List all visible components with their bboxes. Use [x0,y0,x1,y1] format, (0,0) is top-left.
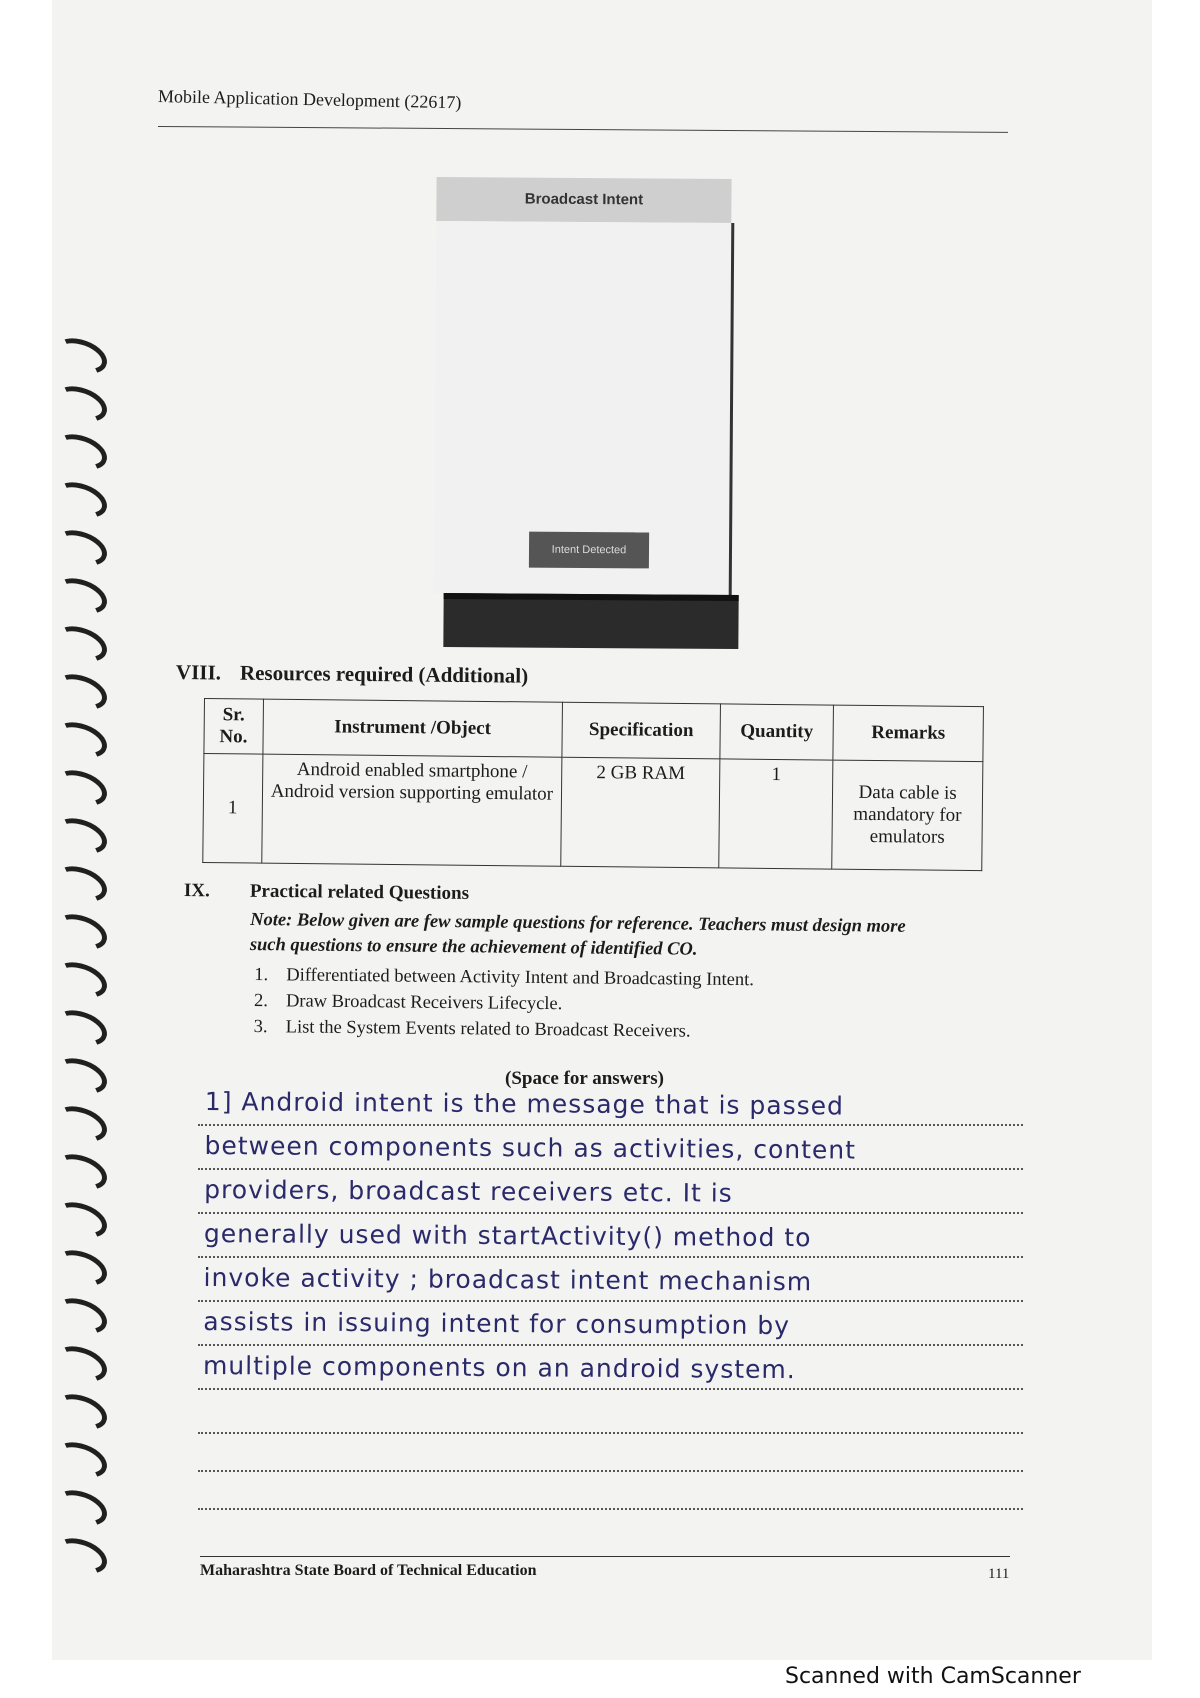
dotted-line [198,1508,1023,1510]
page-header-title: Mobile Application Development (22617) [157,86,462,113]
answer-line: assists in issuing intent for consumption by [203,1306,791,1341]
table-header: Instrument /Object [263,699,563,757]
section-9-note: Note: Below given are few sample questions for reference. Teachers must design more such questions to ensure the achievement of identified CO. [249,910,906,960]
dotted-line [198,1470,1023,1472]
app-title-bar: Broadcast Intent [436,177,731,223]
scanner-watermark: Scanned with CamScanner [785,1664,1081,1689]
section-9-title: Practical related Questions [249,880,470,904]
footer-rule [200,1556,1010,1557]
answer-line: generally used with startActivity() method to [203,1218,812,1253]
list-item: 3. List the System Events related to Broadcast Receivers. [253,1016,691,1042]
resources-table [202,698,984,871]
question-list [254,962,754,1045]
spiral-binding [54,340,104,1660]
table-header: Quantity [720,704,834,760]
table-header: Remarks [833,705,983,762]
list-item: 1. Differentiated between Activity Intent and Broadcasting Intent. [254,965,755,991]
footer-board: Maharashtra State Board of Technical Education [200,1562,537,1579]
dotted-line [198,1432,1023,1434]
section-8-heading [176,660,528,689]
answer-space-heading: (Space for answers) [505,1068,665,1089]
navigation-bar [443,593,738,649]
table-header-row [204,699,984,762]
app-screen [434,221,735,595]
answer-line: providers, broadcast receivers etc. It is [204,1174,733,1208]
table-cell-spec: 2 GB RAM [561,757,720,868]
list-item: 2. Draw Broadcast Receivers Lifecycle. [253,991,563,1015]
answer-line: multiple components on an android system. [202,1350,796,1385]
table-header: Sr. No. [204,699,263,755]
toast-message: Intent Detected [529,532,649,569]
handwritten-answer [203,1080,1025,1394]
table-cell-instrument: Android enabled smartphone / Android version supporting emulator [261,754,562,866]
table-cell-qty: 1 [719,759,833,869]
table-cell-remarks: Data cable is mandatory for emulators [832,760,983,871]
table-header: Specification [562,702,720,759]
answer-line: between components such as activities, content [204,1130,857,1165]
section-8-number: VIII. [175,660,222,685]
page-number: 111 [988,1566,1010,1582]
section-9-number: IX. [183,880,210,902]
table-row [203,754,983,871]
answer-line: 1] Android intent is the message that is passed [204,1086,845,1121]
section-8-title: Resources required (Additional) [239,660,529,688]
table-cell-sr: 1 [203,754,263,864]
answer-line: invoke activity ; broadcast intent mechanism [203,1262,813,1297]
app-screenshot [433,177,741,639]
